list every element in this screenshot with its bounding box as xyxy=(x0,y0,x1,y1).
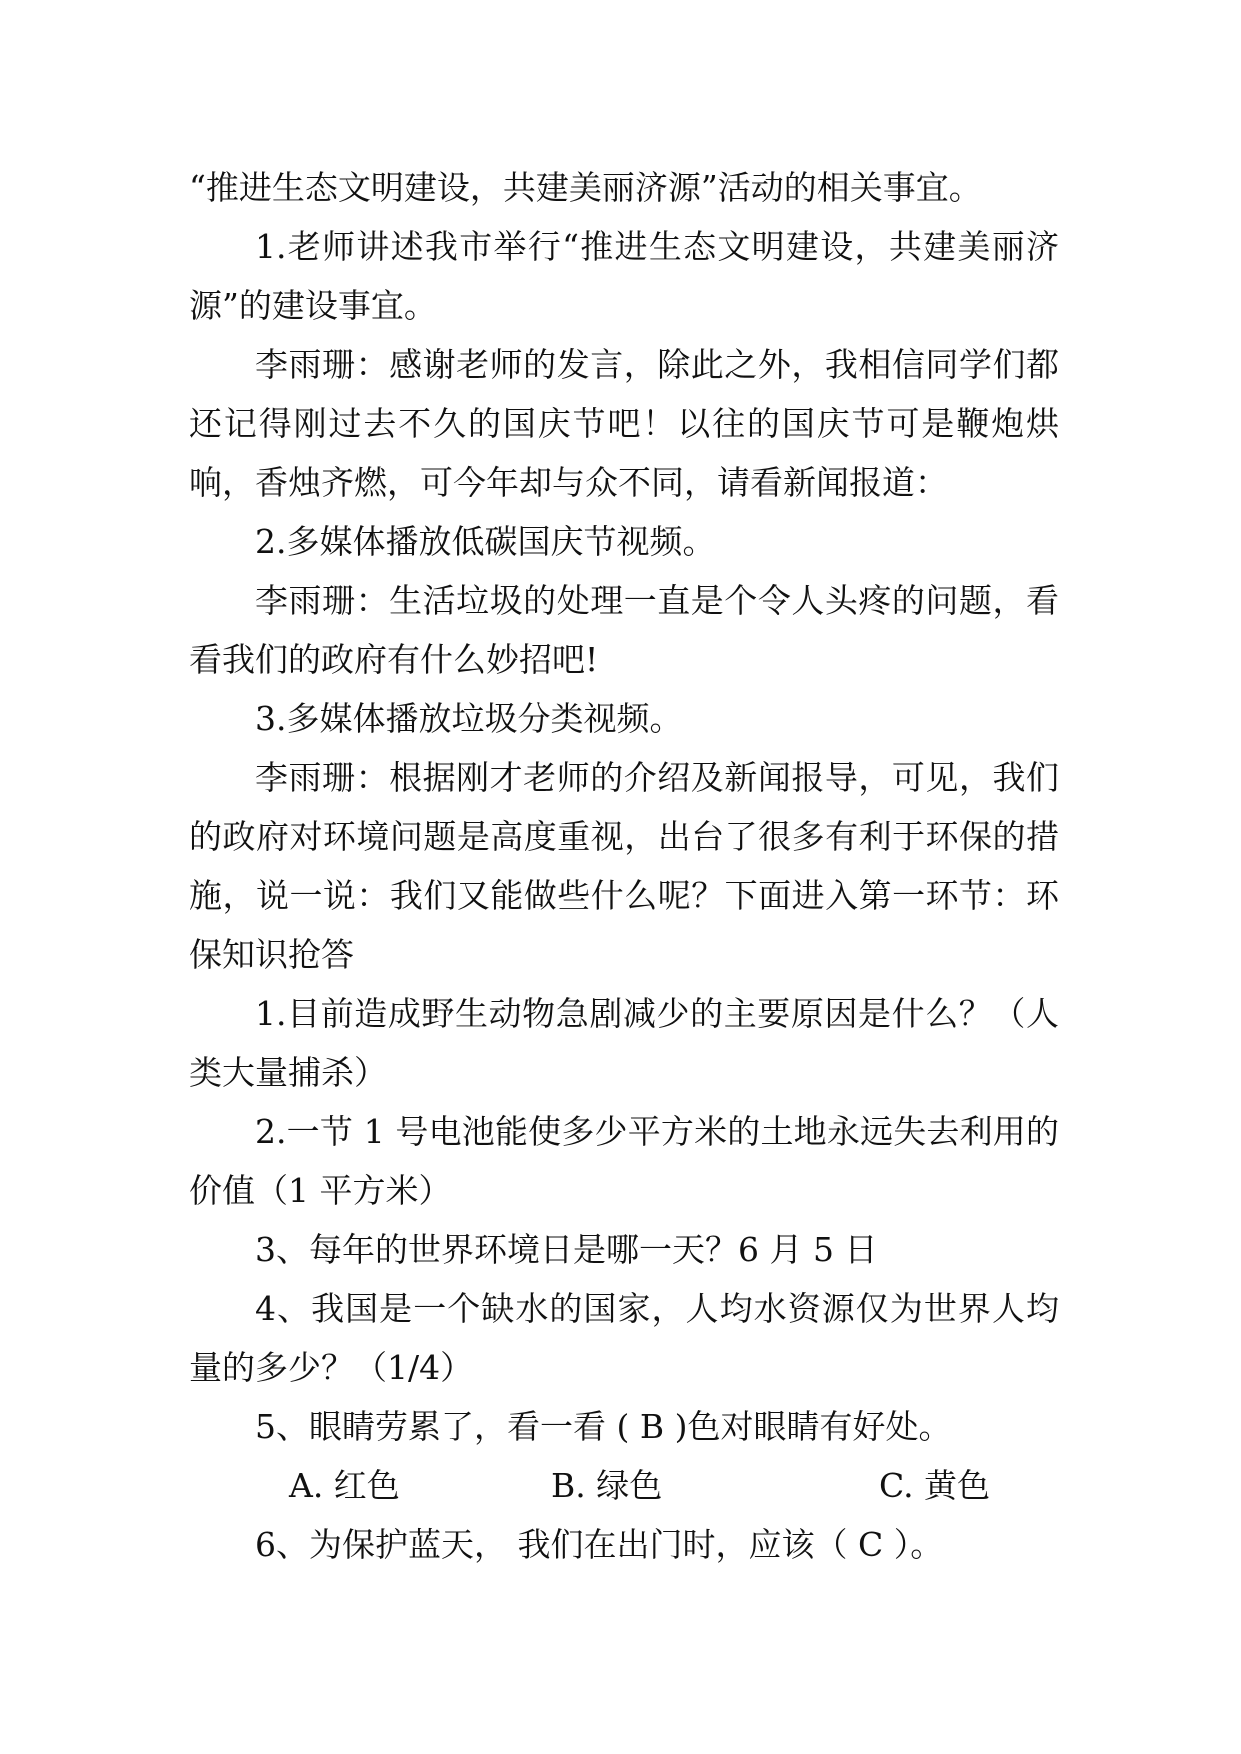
quiz-question-1: 1.目前造成野生动物急剧减少的主要原因是什么？（人类大量捕杀） xyxy=(189,994,1059,1092)
paragraph-video-national-day: 2.多媒体播放低碳国庆节视频。 xyxy=(255,522,716,561)
paragraph-video-garbage: 3.多媒体播放垃圾分类视频。 xyxy=(255,699,683,738)
option-b: B. 绿色 xyxy=(551,1466,663,1505)
quiz-question-4: 4、我国是一个缺水的国家，人均水资源仅为世界人均量的多少？（1/4） xyxy=(189,1289,1059,1387)
paragraph-continuation: “推进生态文明建设，共建美丽济源”活动的相关事宜。 xyxy=(189,168,982,207)
quiz-question-5-options xyxy=(189,1456,1059,1515)
option-c: C. 黄色 xyxy=(879,1466,991,1505)
option-a: A. 红色 xyxy=(289,1466,400,1505)
paragraph-host-quiz-intro: 李雨珊：根据刚才老师的介绍及新闻报导，可见，我们的政府对环境问题是高度重视，出台了很多有利于环保的措施，说一说：我们又能做些什么呢？下面进入第一环节：环保知识抢答 xyxy=(189,758,1059,974)
quiz-question-6: 6、为保护蓝天， 我们在出门时，应该（ C ）。 xyxy=(255,1525,944,1564)
paragraph-host-national-day: 李雨珊：感谢老师的发言，除此之外，我相信同学们都还记得刚过去不久的国庆节吧！以往的国庆节可是鞭炮烘响，香烛齐燃，可今年却与众不同，请看新闻报道： xyxy=(189,345,1059,502)
document-body xyxy=(189,158,1059,1574)
paragraph-teacher-speech: 1.老师讲述我市举行“推进生态文明建设，共建美丽济源”的建设事宜。 xyxy=(189,227,1059,325)
quiz-question-3: 3、每年的世界环境日是哪一天？6 月 5 日 xyxy=(255,1230,878,1269)
quiz-question-2: 2.一节 1 号电池能使多少平方米的土地永远失去利用的价值（1 平方米） xyxy=(189,1112,1059,1210)
paragraph-host-garbage: 李雨珊：生活垃圾的处理一直是个令人头疼的问题，看看我们的政府有什么妙招吧! xyxy=(189,581,1059,679)
quiz-question-5: 5、眼睛劳累了，看一看 ( B )色对眼睛有好处。 xyxy=(255,1407,952,1446)
